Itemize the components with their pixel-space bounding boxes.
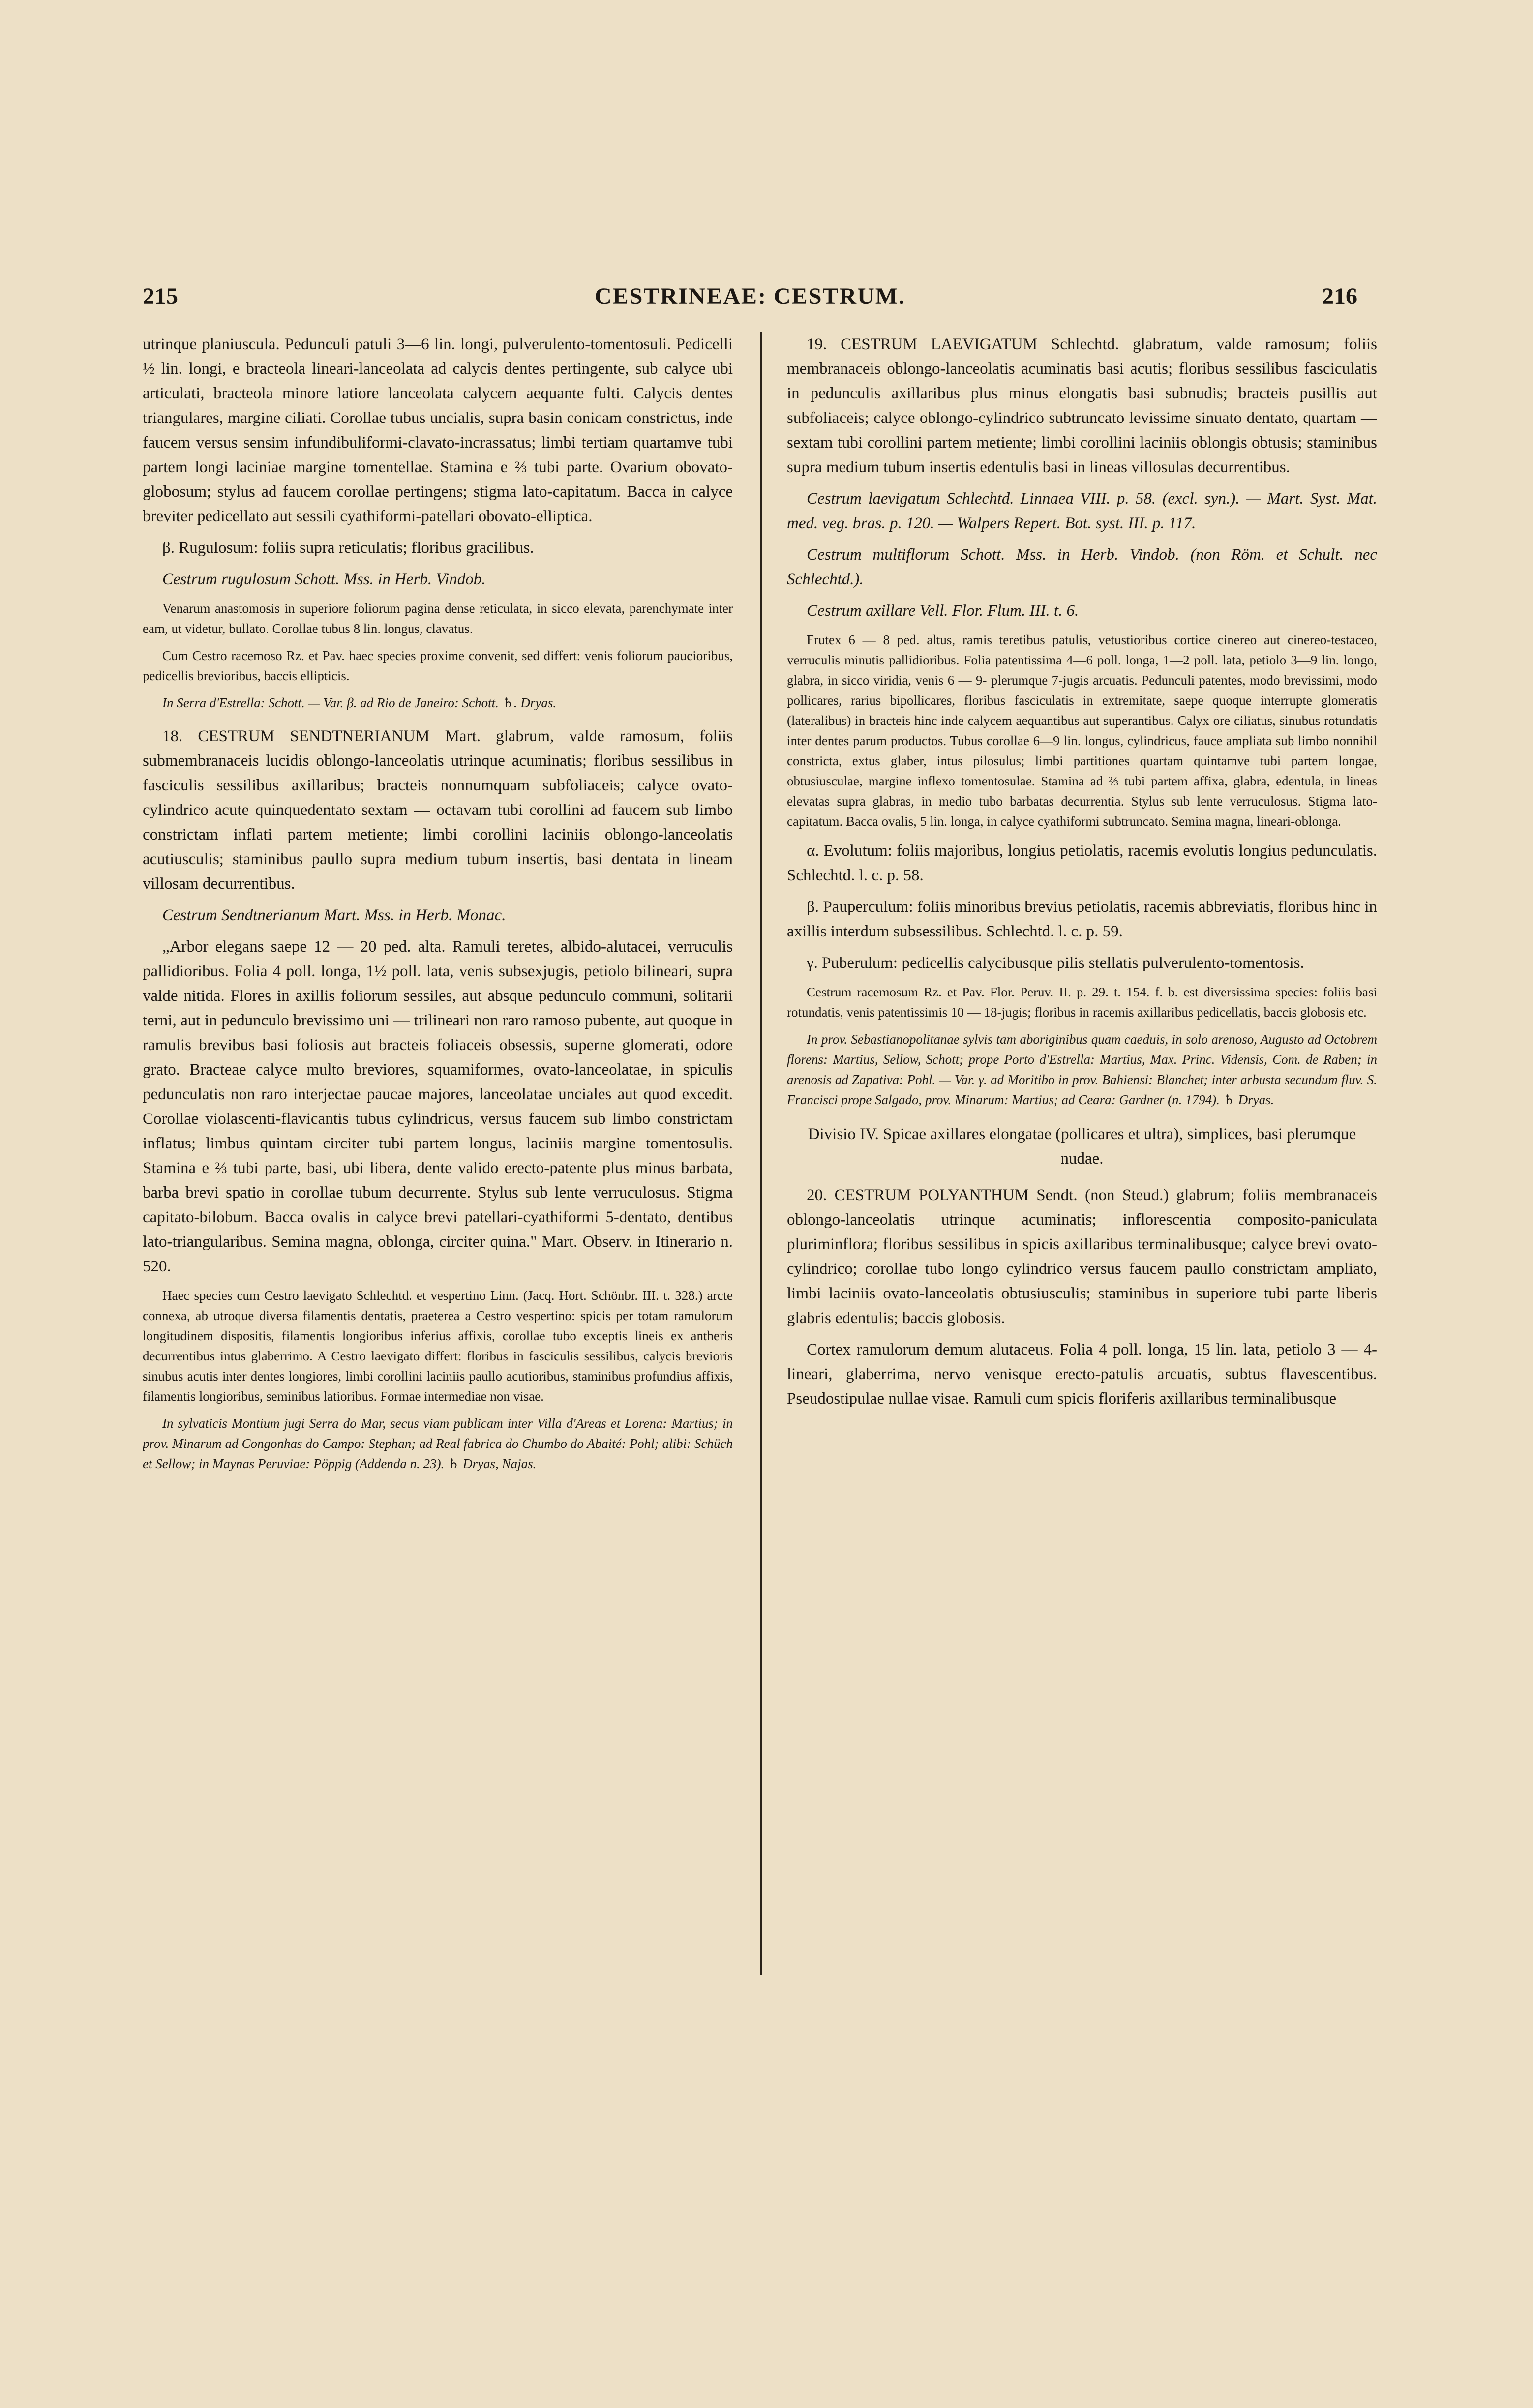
text-paragraph: 18. CESTRUM SENDTNERIANUM Mart. glabrum, valde ramosum, foliis submembranaceis lucidis oblongo-lanceolatis utrinque acuminatis; floribus sessilibus in fasciculis sessilibus axillaribus; bracteis nonnumquam subfoliaceis; calyce ovato-cylindrico acute quinquedentato sextam — octavam tubi corollini ad faucem sub limbo constrictam inflati partem metiente; limbi corollini laciniis oblongo-lanceolatis acutiusculis; staminibus paullo supra medium tubum insertis, basi dentata in lineam villosam decurrentibus. (143, 727, 733, 893)
text-paragraph: Cestrum racemosum Rz. et Pav. Flor. Peruv. II. p. 29. t. 154. f. b. est diversissima species: foliis basi rotundatis, venis patentissimis 10 — 18-jugis; floribus in racemis axillaribus pedicellatis, baccis globosis etc. (787, 985, 1377, 1020)
text-paragraph: utrinque planiuscula. Pedunculi patuli 3—6 lin. longi, pulverulento-tomentosuli. Pedicelli ½ lin. longi, e bracteola lineari-lanceolata ad calycis dentes pertingente, sub calyce ubi articulati, bracteola minore latiore lanceolata calycem aequante fulti. Calycis dentes triangulares, margine ciliati. Corollae tubus uncialis, supra basin conicam constrictus, inde faucem versus sensim infundibuliformi-clavato-incrassatus; limbi tertiam quartamve tubi partem longi laciniae margine tomentellae. Stamina e ⅔ tubi parte. Ovarium obovato-globosum; stylus ad faucem corollae pertingens; stigma lato-capitatum. Bacca in calyce breviter pedicellato aut sessili cyathiformi-patellari obovato-elliptica. (143, 335, 733, 525)
text-paragraph: α. Evolutum: foliis majoribus, longius petiolatis, racemis evolutis longius pedunculatis. Schlechtd. l. c. p. 58. (787, 842, 1377, 884)
text-paragraph: „Arbor elegans saepe 12 — 20 ped. alta. Ramuli teretes, albido-alutacei, verruculis pallidioribus. Folia 4 poll. longa, 1½ poll. lata, venis subsexjugis, petiolo bilineari, supra valde nitida. Flores in axillis foliorum sessiles, aut absque pedunculo communi, solitarii terni, aut in pedunculo brevissimo uni — trilineari non raro ramoso pubente, aut quoque in ramulis brevibus basi foliosis aut bracteis foliaceis obsessis, superne glomerati, odore grato. Bracteae calyce multo breviores, squamiformes, ovato-lanceolatae, in spiculis pedunculatis non raro interjectae paucae majores, lanceolatae unciales aut quod excedit. Corollae violascenti-flavicantis tubus cylindricus, versus faucem sub limbo constrictam inflatus; limbus quintam circiter tubi partem longus, laciniis margine tomentosulis. Stamina e ⅔ tubi parte, basi, ubi libera, dente valido erecto-patente plus minus barbata, barba brevi spatio in corollae tubum decurrente. Stylus sub lente verruculosus. Stigma capitato-bilobum. Bacca ovalis in calyce brevi patellari-cyathiformi 5-dentato, dentibus lato-triangularibus. Semina magna, oblonga, circiter quina." Mart. Observ. in Itinerario n. 520. (143, 938, 733, 1275)
left-column (143, 332, 733, 2181)
text-paragraph: β. Rugulosum: foliis supra reticulatis; floribus gracilibus. (162, 539, 534, 557)
text-paragraph: γ. Puberulum: pedicellis calycibusque pilis stellatis pulverulento-tomentosis. (807, 954, 1304, 972)
text-paragraph: Cestrum Sendtnerianum Mart. Mss. in Herb. Monac. (162, 906, 506, 924)
text-paragraph: In Serra d'Estrella: Schott. — Var. β. ad Rio de Janeiro: Schott. ♄. Dryas. (162, 695, 557, 710)
text-paragraph: Cestrum rugulosum Schott. Mss. in Herb. Vindob. (162, 571, 486, 588)
column-divider (760, 332, 762, 1975)
running-title: CESTRINEAE: CESTRUM. (594, 283, 906, 309)
text-paragraph: In prov. Sebastianopolitanae sylvis tam aboriginibus quam caeduis, in solo arenoso, Augusto ad Octobrem florens: Martius, Sellow, Schott; prope Porto d'Estrella: Martius, Max. Princ. Vidensis, Com. de Raben; in arenosis ad Zapativa: Pohl. — Var. γ. ad Moritibo in prov. Bahiensi: Blanchet; inter arbusta secundum fluv. S. Francisci prope Salgado, prov. Minarum: Martius; ad Ceara: Gardner (n. 1794). ♄ Dryas. (787, 1032, 1377, 1107)
text-paragraph: Divisio IV. Spicae axillares elongatae (pollicares et ultra), simplices, basi plerumque nudae. (808, 1125, 1356, 1168)
text-paragraph: Cestrum laevigatum Schlechtd. Linnaea VIII. p. 58. (excl. syn.). — Mart. Syst. Mat. med. veg. bras. p. 120. — Walpers Repert. Bot. syst. III. p. 117. (787, 490, 1377, 532)
text-paragraph: β. Pauperculum: foliis minoribus brevius petiolatis, racemis abbreviatis, floribus hinc in axillis interdum subsessilibus. Schlechtd. l. c. p. 59. (787, 898, 1377, 940)
page-number-left: 215 (143, 283, 178, 309)
page-header (143, 283, 1357, 322)
text-paragraph: Cum Cestro racemoso Rz. et Pav. haec species proxime convenit, sed differt: venis foliorum paucioribus, pedicellis brevioribus, baccis ellipticis. (143, 648, 733, 683)
right-column (787, 332, 1377, 2181)
text-paragraph: 20. CESTRUM POLYANTHUM Sendt. (non Steud.) glabrum; foliis membranaceis oblongo-lanceolatis utrinque acuminatis; inflorescentia composito-paniculata pluriminflora; floribus sessilibus in spicis axillaribus terminalibusque; calyce brevi ovato-cylindrico; corollae tubo longo cylindrico versus faucem paullo constrictam ampliato, limbi laciniis ovato-lanceolatis obtusiusculis; staminibus in superiore tubi parte liberis glabris edentulis; baccis globosis. (787, 1186, 1377, 1327)
text-paragraph: 19. CESTRUM LAEVIGATUM Schlechtd. glabratum, valde ramosum; foliis membranaceis oblongo-lanceolatis acuminatis basi acutis; floribus sessilibus fasciculatis in pedunculis axillaribus plus minus elongatis basi subnudis; bracteis pusillis aut subfoliaceis; calyce oblongo-cylindrico subtruncato levissime sinuato dentato, quartam — sextam tubi corollini partem metiente; limbi corollini laciniis oblongis obtusis; staminibus supra medium tubum insertis edentulis basi in lineas villosulas decurrentibus. (787, 335, 1377, 476)
text-paragraph: Cestrum axillare Vell. Flor. Flum. III. t. 6. (807, 602, 1079, 620)
page-number-right: 216 (1322, 283, 1357, 309)
text-paragraph: Haec species cum Cestro laevigato Schlechtd. et vespertino Linn. (Jacq. Hort. Schönbr. III. t. 328.) arcte connexa, ab utroque diversa filamentis dentatis, praeterea a Cestro vespertino: spicis per totam ramulorum longitudinem dispositis, filamentis longioribus inferius affixis, corollae tubo exceptis lineis ex antheris decurrentibus intus glaberrimo. A Cestro laevigato differt: floribus in fasciculis sessilibus, calycis brevioris sinubus acutis inter dentes longiores, limbi corollini laciniis paullo acutioribus, staminibus profundius affixis, filamentis longioribus, seminibus latioribus. Formae intermediae non visae. (143, 1288, 733, 1404)
text-paragraph: In sylvaticis Montium jugi Serra do Mar, secus viam publicam inter Villa d'Areas et Lorena: Martius; in prov. Minarum ad Congonhas do Campo: Stephan; ad Real fabrica do Chumbo do Abaité: Pohl; alibi: Schüch et Sellow; in Maynas Peruviae: Pöppig (Addenda n. 23). ♄ Dryas, Najas. (143, 1416, 733, 1471)
text-paragraph: Cortex ramulorum demum alutaceus. Folia 4 poll. longa, 15 lin. lata, petiolo 3 — 4-lineari, glaberrima, nervo venisque erecto-patulis arcuatis, subtus flavescentibus. Pseudostipulae nullae visae. Ramuli cum spicis floriferis axillaribus terminalibusque (787, 1341, 1377, 1408)
text-paragraph: Frutex 6 — 8 ped. altus, ramis teretibus patulis, vetustioribus cortice cinereo aut cinereo-testaceo, verruculis minutis pallidioribus. Folia patentissima 4—6 poll. longa, 1—2 poll. lata, petiolo 3—9 lin. longo, glabra, in sicco viridia, venis 6 — 9- plerumque 7-jugis arcuatis. Pedunculi patentes, modo brevissimi, modo pollicares, rarius bipollicares, floribus fasciculatis in extremitate, saepe quoque interrupte glomeratis (lateralibus) in bracteis hinc inde calycem aequantibus aut superantibus. Calyx ore ciliatus, sinubus rotundatis inter dentes parum productos. Tubus corollae 6—9 lin. longus, cylindricus, fauce ampliata sub limbo nonnihil constricta, extus glaber, intus pilosulus; limbi partitiones quartam quintamve tubi partem longae, obtusiusculae, margine inflexo tomentosulae. Stamina ad ⅔ tubi partem affixa, glabra, edentula, in lineas elevatas supra glabras, in medio tubo barbatas decurrentia. Stylus sub lente verruculosus. Stigma lato-capitatum. Bacca ovalis, 5 lin. longa, in calyce cyathiformi subtruncato. Semina magna, lineari-oblonga. (787, 632, 1377, 829)
text-paragraph: Cestrum multiflorum Schott. Mss. in Herb. Vindob. (non Röm. et Schult. nec Schlechtd.). (787, 546, 1377, 588)
text-paragraph: Venarum anastomosis in superiore foliorum pagina dense reticulata, in sicco elevata, parenchymate inter eam, ut videtur, bullato. Corollae tubus 8 lin. longus, clavatus. (143, 601, 733, 636)
